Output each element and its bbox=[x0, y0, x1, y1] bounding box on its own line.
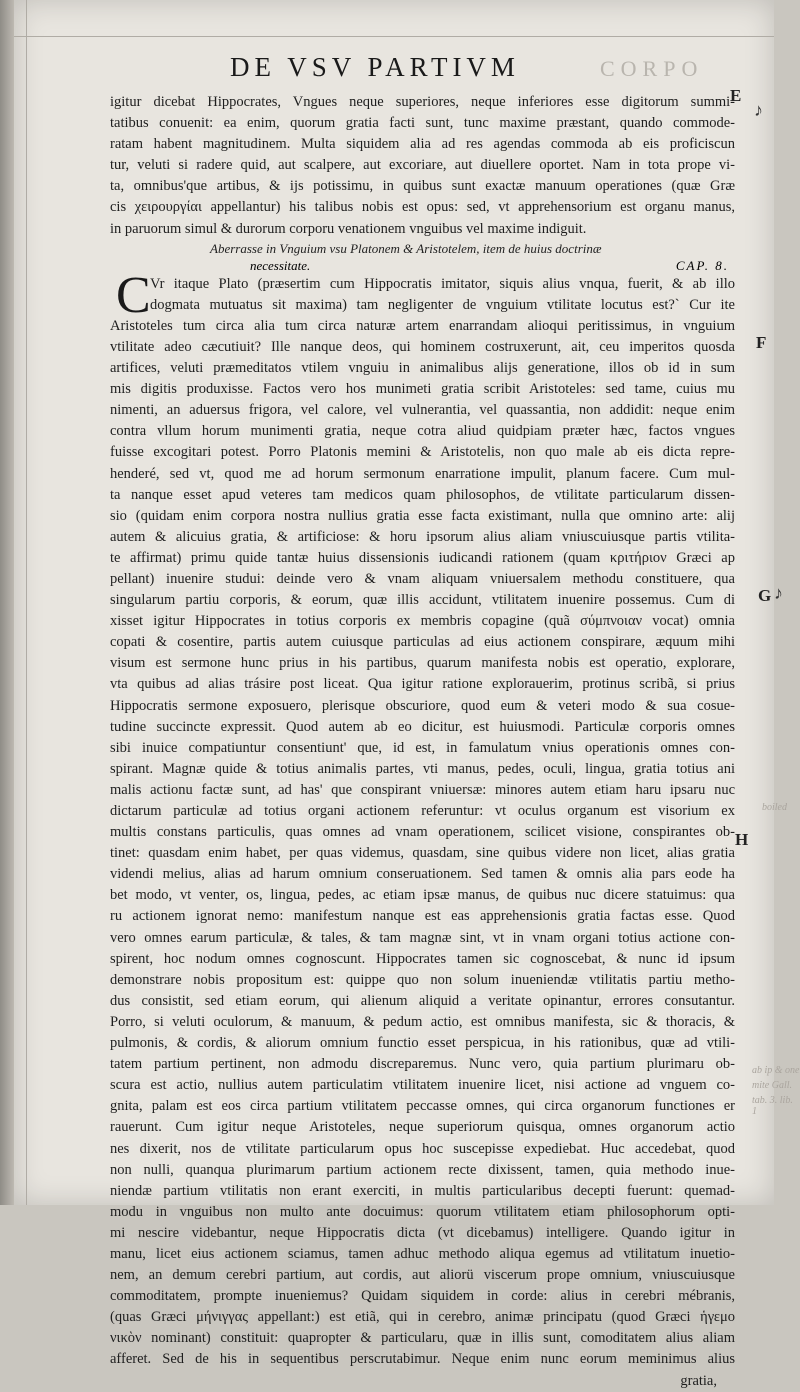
text-line: Porro, si veluti oculorum, & manuum, & pedum actio, est omnibus manifesta, sic & thoracis, & bbox=[110, 1013, 735, 1030]
text-line: artifices, veluti præmeditatos vtilem vnguiu in animalibus alijs generatione, illos ob id in sum bbox=[110, 360, 735, 377]
text-line: ru actionem ignorat nemo: manifestum nanque est eas apprehensionis gratia factas esse. Quod bbox=[110, 908, 735, 925]
text-line: mis digitis produxisse. Factos vero hos munimeti gratia scribit Aristoteles: sed tame, cuius mu bbox=[110, 381, 735, 398]
paragraph-1 bbox=[110, 92, 735, 240]
chapter-caption-row bbox=[110, 257, 735, 274]
text-line: xisset igitur Hippocrates in totius corporis ex membris copagine (quã σύμπνοιαν vocat) omnia bbox=[110, 613, 735, 630]
text-line: pellant) inuenire studui: deinde vero & vnam aliquam vniuersalem methodu constituere, qua bbox=[110, 570, 735, 587]
paragraph-2 bbox=[110, 316, 735, 1371]
chapter-number: CAP. 8. bbox=[675, 257, 729, 273]
text-line: te affirmat) primu quide tantæ huius dissensionis iudicandi rationem (quam κριτήριον Græci ap bbox=[110, 549, 735, 566]
chapter-caption-line-2: necessitate. bbox=[250, 257, 311, 273]
text-line: dogmata mutuatus sit maxima) tam negligenter de vnguium vtilitate locutus est?` Cur ite bbox=[150, 296, 735, 313]
text-line: vta quibus ad alias trásire post liceat. Qua igitur ratione explorauerim, protinus scribã, si prius bbox=[110, 676, 735, 693]
text-line: dus consistit, sed etiam eorum, qui alienum aliquid a veritate opinantur, errores consutantur. bbox=[110, 992, 735, 1009]
margin-letter-g: G bbox=[758, 586, 772, 605]
text-line: pulmonis, & cordis, & aliorum omnium functio esset perspicua, in his rationibus, quæ ad vtili- bbox=[110, 1035, 735, 1052]
text-line: sio (quidam enim corpora nostra nullius gratia esse facta existimant, nulla que omnino arte: alij bbox=[110, 507, 735, 524]
text-line: igitur dicebat Hippocrates, Vngues neque superiores, neque inferiores esse digitorum summi- bbox=[110, 94, 735, 110]
page-left-edge bbox=[0, 0, 14, 1205]
text-line: bet modo, vt venter, os, lingua, pedes, ac etiam ipsæ manus, de quibus nuc dicere statuimus: qua bbox=[110, 887, 735, 904]
text-line: commoditatem, prompte inueniemus? Quidam siquidem in corde: alius in cerebri mébranis, bbox=[110, 1288, 735, 1305]
dropcap-block bbox=[110, 266, 735, 324]
text-line: Hippocratis sermone exposuero, plerisque obscuriore, quod eum & veteri modo & sua cosue- bbox=[110, 697, 735, 714]
faint-marginal-note: ab ip & one bbox=[752, 1065, 800, 1076]
text-line: νικὸν nominant) constituit: quapropter & particularu, quæ in illis sunt, comoditatem alius aliam bbox=[110, 1330, 735, 1347]
margin-letter-e: E bbox=[730, 86, 742, 105]
text-line: dictarum particulæ ad totius organi actionem referuntur: vt oculus organum est visorium ex bbox=[110, 803, 735, 819]
text-line: tudine succincte expressit. Quod autem ab eo dicitur, est huiusmodi. Particulæ corporis omnes bbox=[110, 718, 735, 735]
text-line: gnita, palam est eos circa partium vtilitatem peccasse omnes, qui circa organorum functiones er bbox=[110, 1098, 735, 1115]
scan-rule-horizontal bbox=[14, 36, 774, 37]
text-line: spirent, hoc nodum omnes cognoscunt. Hippocrates tamen sic cognoscebat, & nunc id ipsum bbox=[110, 950, 735, 967]
text-line: contra vllum horum munimenti gratia, neque cotra aliud quidpiam præter hæc, factos vngues bbox=[110, 423, 735, 440]
text-line: manu, licet eius actionem sciamus, tamen adhuc methodo aliqua egemus ad vtilitatum inuetio- bbox=[110, 1245, 735, 1262]
dropcap-lines bbox=[110, 266, 735, 324]
drop-cap: C bbox=[116, 266, 151, 324]
text-line: nem, an demum cerebri partium, aut cordis, aut aliorü viscerum prope omnium, vniuscuiusque bbox=[110, 1267, 735, 1284]
text-line: nes dixerit, nos de vtilitate particularum opus hoc suscepisse expediebat. Huc accedebat, quod bbox=[110, 1140, 735, 1157]
text-line: ta, omnibus'que artibus, & ijs potissimu, in quibus sunt exactæ manuum operationes (quæ Græ bbox=[110, 178, 735, 195]
catchword: gratia, bbox=[680, 1372, 717, 1389]
text-line: fuisse excogitari potest. Porro Platonis memini & Aristotelis, non quo male ab eis dicta repre- bbox=[110, 444, 735, 461]
text-line: Aristoteles tum circa alia tum circa naturæ artem enarrandam alioqui peritissimus, in vnguium bbox=[110, 317, 735, 334]
text-line: in paruorum simul & durorum corporu venationem vnguibus vel maxime indiguit. bbox=[110, 220, 587, 237]
text-line: Vr itaque Plato (præsertim cum Hippocratis imitator, siquis alius vnqua, fuerit, & ab illo bbox=[150, 275, 735, 292]
chapter-caption-line-1: Aberrasse in Vnguium vsu Platonem & Aristotelem, item de huius doctrinæ bbox=[210, 240, 602, 256]
text-line: sibi inuice compatiuntur consentiunt' que, id est, in famulatum vnius operationis omnes con- bbox=[110, 739, 735, 756]
text-line: vtilitate adeo cæcutiuit? Ille nanque deos, qui hominem costruxerunt, ait, ceu imperitos quosda bbox=[110, 338, 735, 355]
text-line: demonstrare nobis propositum est: quippe quo non solum inueniendæ vtilitatis partiu metho- bbox=[110, 971, 735, 988]
text-line: spirant. Magnæ quide & totius animalis partes, vti manus, pedes, oculi, lingua, gratia totius ani bbox=[110, 760, 735, 777]
text-line: mi nescire videbantur, neque Hippocratis dicta (vt dicebamus) intelligere. Quando igitur in bbox=[110, 1224, 735, 1241]
text-line: singularum partiu corporis, & eorum, quæ illis accidunt, vtilitatem inuenire possemus. Cum di bbox=[110, 592, 735, 609]
text-line: copati & cosentire, partis autem cuiusque particulas ad eius actionem conspirare, æquum mihi bbox=[110, 634, 735, 651]
marginal-flourish-icon: ♪ bbox=[774, 583, 783, 603]
text-line: multis constans particulis, quas omnes ad vnam operationem, scilicet visione, conspirantes ob- bbox=[110, 824, 735, 841]
text-line: vero omnes earum particulæ, & tales, & tam magnæ sint, vt in vnam organi totius actione con- bbox=[110, 929, 735, 946]
main-text bbox=[110, 92, 735, 1392]
scan-rule-vertical bbox=[26, 0, 27, 1205]
text-line: cis χειρουργίαι appellantur) his talibus nobis est opus: sed, vt apprehensorium est organu manus, bbox=[110, 199, 735, 216]
text-line: niendæ partium vtilitatis non erant exerciti, in multis particularibus decepti fuerunt: quemad- bbox=[110, 1182, 735, 1199]
text-line: rauerunt. Cum igitur neque Aristoteles, neque superiorum quisqua, omnes organorum actio bbox=[110, 1119, 735, 1136]
text-line: malis actionu factæ sunt, ad has' que conspirant vniuersæ: minores autem etiam haru ipsaru nuc bbox=[110, 781, 735, 798]
text-line: nimenti, an aduersus frigora, vel calore, vel vulnerantia, vel quassantia, non addidit: neque enim bbox=[110, 402, 735, 419]
text-line: non nulli, quanqua plurimarum partium actionem recte dixissent, tamen, quia methodo inue- bbox=[110, 1161, 735, 1178]
text-line: tatem partium pertinent, non admodu discreparemus. Nunc vero, quia partium plurimaru ob- bbox=[110, 1056, 735, 1073]
margin-letter-f: F bbox=[756, 333, 767, 352]
faint-marginal-note: mite Gall. bbox=[752, 1080, 792, 1091]
text-line: tinet: quasdam enim habet, per quas videmus, quasdam, sine quibus videre non licet, alias gratia bbox=[110, 845, 735, 862]
text-line: modu in vnguibus non multo ante docuimus: quorum vtilitatem etiam philosophorum opti- bbox=[110, 1203, 735, 1220]
faint-marginal-note: tab. 3. lib. 1 bbox=[752, 1095, 793, 1117]
text-line: afferet. Sed de his in sequentibus perscrutabimur. Neque enim nunc eorum meminimus alius bbox=[110, 1351, 735, 1368]
text-line: videndi melius, alias ad harum omnium conseruationem. Sed tamen & omnis alia pars eode ha bbox=[110, 866, 735, 883]
text-line: scura est actio, nullius autem particulatim vtilitatem inuenire licet, nisi actione ad vnguem co- bbox=[110, 1077, 735, 1094]
text-line: henderé, sed vt, quod me ad horum sermonum enarratione impulit, planum facere. Cum mul- bbox=[110, 465, 735, 482]
text-line: tatibus conuenit: ea enim, quorum gratia facti sunt, tunc maxime præstant, quando commode- bbox=[110, 115, 735, 132]
bleed-through-header: CORPO bbox=[600, 56, 704, 81]
margin-letter-h: H bbox=[735, 830, 749, 849]
text-line: (quas Græci μήνιγγας appellant:) est etiã, qui in cerebro, animæ principatu (quod Græci ἡγεμο bbox=[110, 1309, 735, 1326]
text-line: tur, veluti si radere quid, aut scalpere, aut excoriare, aut diuellere oportet. Nam in tota prope vi- bbox=[110, 157, 735, 174]
marginal-flourish-icon: ♪ bbox=[754, 100, 763, 120]
text-line: autem & alicuius gratia, & artificiose: & horu ipsorum alius aliam vniuscuiusque partis vtilita- bbox=[110, 528, 735, 545]
text-line: visum est sermone hunc prius in his partibus, quarum manifesta nobis est operatio, explorare, bbox=[110, 655, 735, 672]
text-line: ta nanque esset apud veteres tam medicos quam philosophos, de vtilitate particularum dissen- bbox=[110, 486, 735, 503]
text-line: ratam habent magnitudinem. Multa siquidem alia ad res agendas commoda ab eis proficiscun bbox=[110, 136, 735, 153]
faint-marginal-note: boiled bbox=[762, 802, 787, 813]
running-header: DE VSV PARTIVM bbox=[230, 52, 520, 82]
